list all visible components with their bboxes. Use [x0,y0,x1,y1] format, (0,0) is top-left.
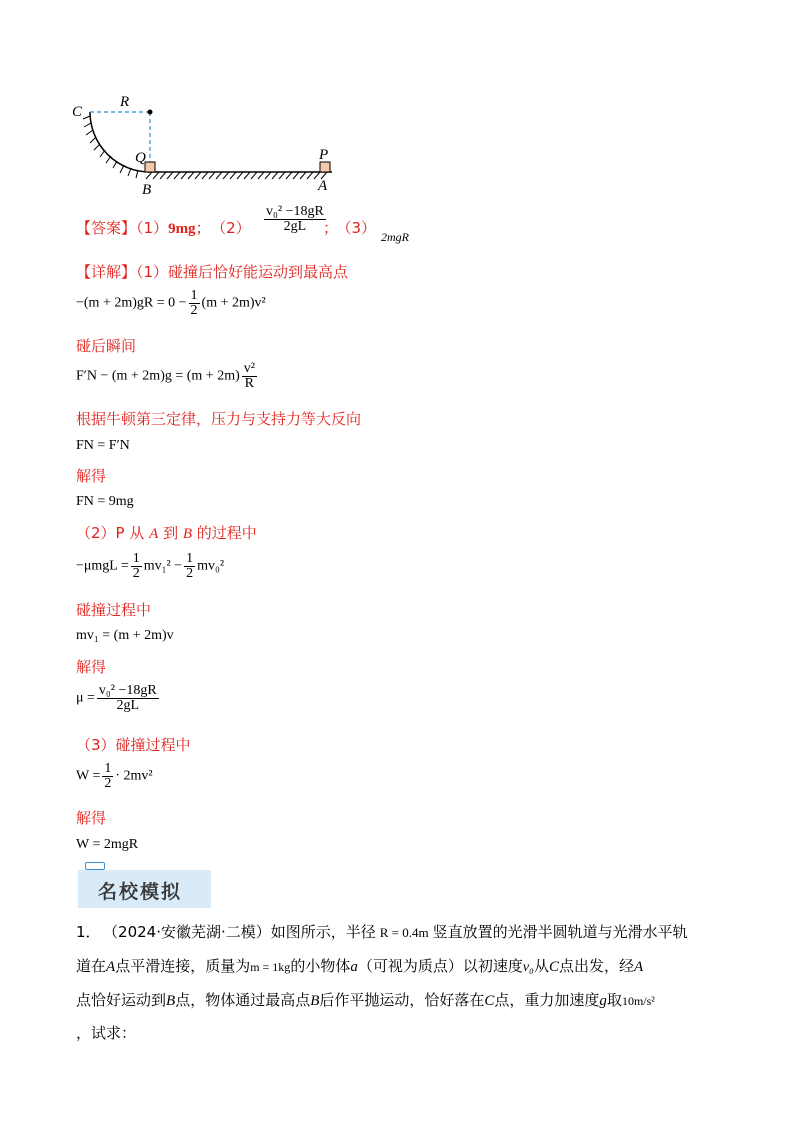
answer-line: 【答案】（1）9mg； （2） [76,219,251,237]
block-p [320,162,330,172]
ground-hatching [146,172,327,179]
section-banner-title: 名校模拟 [98,881,183,903]
problem-line-4: ，试求： [76,1024,137,1042]
equation-7: μ = $\frac{\text{v₀² −18gR}}{2gL}$ [76,683,157,713]
problem-line-3: 点恰好运动到B点，物体通过最高点B后作平抛运动，恰好落在C点，重力加速度g取10m/s² [76,991,655,1009]
solve-label-1: 解得 [76,467,107,485]
equation-1: −(m + 2m)gR = 0 − $\frac{1}{2}$ (m + 2m)v² [76,288,266,318]
equation-6: mv₁ = (m + 2m)v [76,628,174,643]
newton-third-law: 根据牛顿第三定律，压力与支持力等大反向 [76,410,362,428]
after-collision-label: 碰后瞬间 [76,337,137,355]
answer-3-label: ； （3） [323,219,377,237]
answer-3: 2mgR [381,230,409,244]
label-b: B [142,182,152,198]
track-diagram [60,90,360,200]
label-q: Q [135,150,146,166]
label-c: C [72,104,83,120]
problem-line-2: 道在A点平滑连接，质量为m = 1kg的小物体a（可视为质点）以初速度v₀从C点出发，经A [76,957,644,975]
detail-heading: 【详解】（1）碰撞后恰好能运动到最高点 [76,263,349,281]
collision-process-label: 碰撞过程中 [76,601,152,619]
equation-8: W = $\frac{1}{2}$ · 2mv² [76,761,153,791]
problem-line-1: 1． （2024·安徽芜湖·二模）如图所示，半径 R = 0.4m 竖直放置的光滑半圆轨道与光滑水平轨 [76,923,688,941]
equation-9: W = 2mgR [76,837,139,852]
answer-1: 9mg [168,221,196,237]
solve-label-2: 解得 [76,658,107,676]
answer-prefix: 【答案】 [76,219,137,237]
equation-2: F′N − (m + 2m)g = (m + 2m) $\frac{\text{v²}}{R}$ [76,361,255,391]
label-r: R [120,94,130,110]
center-point [148,110,153,115]
part-2-heading: （2）P 从 A 到 B 的过程中 [76,524,257,542]
equation-4: FN = 9mg [76,494,134,509]
answer-2-fraction: $\frac{\text{v₀² −18gR}}{2gL}$ [266,204,324,234]
equation-3: FN = F′N [76,438,130,453]
label-a: A [318,178,328,194]
equation-5: −μmgL = $\frac{1}{2}$ mv₁² − $\frac{1}{2}$ mv₀² [76,551,225,581]
banner-accent [85,862,105,870]
solve-label-3: 解得 [76,809,107,827]
label-p: P [319,147,329,163]
part-3-heading: （3）碰撞过程中 [76,736,191,754]
block-q [145,162,155,172]
